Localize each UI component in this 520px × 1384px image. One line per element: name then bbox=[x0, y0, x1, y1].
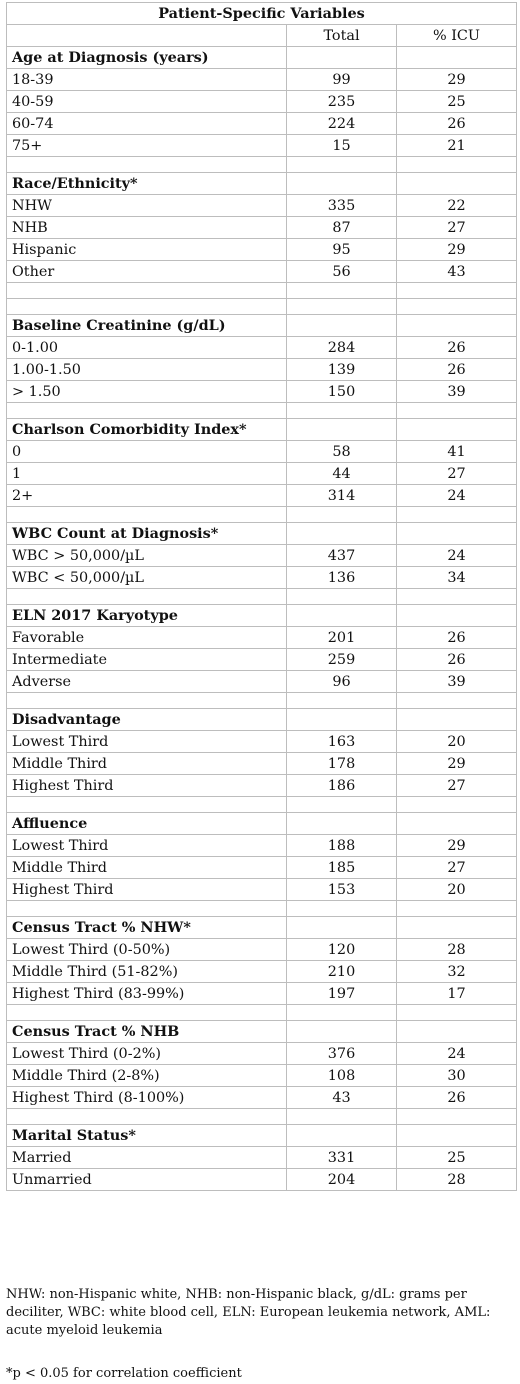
section-title: Marital Status* bbox=[7, 1125, 287, 1147]
spacer-cell bbox=[397, 403, 517, 419]
spacer-cell bbox=[397, 157, 517, 173]
spacer-cell bbox=[287, 1109, 397, 1125]
spacer-cell bbox=[397, 693, 517, 709]
row-label: 0 bbox=[7, 441, 287, 463]
row-label: Highest Third (83-99%) bbox=[7, 983, 287, 1005]
row-icu: 27 bbox=[397, 217, 517, 239]
row-icu: 26 bbox=[397, 649, 517, 671]
row-total: 314 bbox=[287, 485, 397, 507]
header-row bbox=[7, 25, 517, 47]
row-icu: 32 bbox=[397, 961, 517, 983]
row-total: 120 bbox=[287, 939, 397, 961]
spacer-cell bbox=[287, 299, 397, 315]
row-total: 95 bbox=[287, 239, 397, 261]
row-icu: 26 bbox=[397, 337, 517, 359]
spacer-cell bbox=[287, 589, 397, 605]
table-row bbox=[7, 381, 517, 403]
row-icu: 34 bbox=[397, 567, 517, 589]
table-row bbox=[7, 1169, 517, 1191]
spacer-cell bbox=[287, 403, 397, 419]
row-total: 150 bbox=[287, 381, 397, 403]
spacer-cell bbox=[397, 797, 517, 813]
section-icu-cell bbox=[397, 523, 517, 545]
spacer-row bbox=[7, 1109, 517, 1125]
table-row bbox=[7, 567, 517, 589]
spacer-cell bbox=[7, 1005, 287, 1021]
row-total: 224 bbox=[287, 113, 397, 135]
row-icu: 30 bbox=[397, 1065, 517, 1087]
row-icu: 21 bbox=[397, 135, 517, 157]
table-row bbox=[7, 195, 517, 217]
spacer-row bbox=[7, 693, 517, 709]
spacer-cell bbox=[397, 589, 517, 605]
row-icu: 28 bbox=[397, 939, 517, 961]
section-title: ELN 2017 Karyotype bbox=[7, 605, 287, 627]
row-total: 108 bbox=[287, 1065, 397, 1087]
row-total: 185 bbox=[287, 857, 397, 879]
row-icu: 43 bbox=[397, 261, 517, 283]
row-label: Lowest Third bbox=[7, 835, 287, 857]
table-row bbox=[7, 1147, 517, 1169]
spacer-cell bbox=[7, 901, 287, 917]
row-label: Married bbox=[7, 1147, 287, 1169]
row-total: 44 bbox=[287, 463, 397, 485]
section-total-cell bbox=[287, 813, 397, 835]
row-icu: 29 bbox=[397, 69, 517, 91]
row-total: 136 bbox=[287, 567, 397, 589]
row-total: 87 bbox=[287, 217, 397, 239]
row-icu: 29 bbox=[397, 753, 517, 775]
row-icu: 39 bbox=[397, 381, 517, 403]
row-label: > 1.50 bbox=[7, 381, 287, 403]
row-label: Middle Third bbox=[7, 753, 287, 775]
section-title: Affluence bbox=[7, 813, 287, 835]
section-icu-cell bbox=[397, 173, 517, 195]
table-row bbox=[7, 775, 517, 797]
row-label: 40-59 bbox=[7, 91, 287, 113]
row-icu: 25 bbox=[397, 1147, 517, 1169]
table-row bbox=[7, 91, 517, 113]
spacer-row bbox=[7, 403, 517, 419]
spacer-cell bbox=[7, 797, 287, 813]
section-icu-cell bbox=[397, 605, 517, 627]
row-label: Intermediate bbox=[7, 649, 287, 671]
row-icu: 22 bbox=[397, 195, 517, 217]
section-header-row bbox=[7, 1021, 517, 1043]
patient-variables-table bbox=[6, 2, 517, 1191]
row-label: Lowest Third (0-50%) bbox=[7, 939, 287, 961]
section-title: Age at Diagnosis (years) bbox=[7, 47, 287, 69]
spacer-cell bbox=[397, 283, 517, 299]
row-icu: 27 bbox=[397, 775, 517, 797]
row-icu: 29 bbox=[397, 835, 517, 857]
row-icu: 27 bbox=[397, 857, 517, 879]
row-label: 1.00-1.50 bbox=[7, 359, 287, 381]
spacer-cell bbox=[7, 283, 287, 299]
row-label: Lowest Third bbox=[7, 731, 287, 753]
spacer-cell bbox=[7, 403, 287, 419]
section-total-cell bbox=[287, 917, 397, 939]
section-title: Race/Ethnicity* bbox=[7, 173, 287, 195]
spacer-cell bbox=[287, 1005, 397, 1021]
section-total-cell bbox=[287, 1021, 397, 1043]
row-total: 15 bbox=[287, 135, 397, 157]
row-label: Hispanic bbox=[7, 239, 287, 261]
row-label: Adverse bbox=[7, 671, 287, 693]
row-icu: 24 bbox=[397, 545, 517, 567]
abbreviation-notes: NHW: non-Hispanic white, NHB: non-Hispanic black, g/dL: grams per deciliter, WBC: white blood cell, ELN: European leukemia network, AML: acute myeloid leukemia bbox=[6, 1287, 491, 1338]
row-label: Middle Third bbox=[7, 857, 287, 879]
section-total-cell bbox=[287, 523, 397, 545]
row-total: 188 bbox=[287, 835, 397, 857]
table-row bbox=[7, 217, 517, 239]
section-header-row bbox=[7, 709, 517, 731]
section-total-cell bbox=[287, 709, 397, 731]
section-total-cell bbox=[287, 1125, 397, 1147]
row-icu: 26 bbox=[397, 359, 517, 381]
section-header-row bbox=[7, 47, 517, 69]
row-icu: 20 bbox=[397, 731, 517, 753]
row-total: 56 bbox=[287, 261, 397, 283]
table-row bbox=[7, 753, 517, 775]
row-label: Lowest Third (0-2%) bbox=[7, 1043, 287, 1065]
table-row bbox=[7, 485, 517, 507]
section-header-row bbox=[7, 813, 517, 835]
spacer-row bbox=[7, 589, 517, 605]
section-header-row bbox=[7, 1125, 517, 1147]
section-total-cell bbox=[287, 605, 397, 627]
table-row bbox=[7, 135, 517, 157]
spacer-row bbox=[7, 283, 517, 299]
row-icu: 39 bbox=[397, 671, 517, 693]
section-title: Charlson Comorbidity Index* bbox=[7, 419, 287, 441]
section-icu-cell bbox=[397, 709, 517, 731]
row-total: 197 bbox=[287, 983, 397, 1005]
section-icu-cell bbox=[397, 47, 517, 69]
section-total-cell bbox=[287, 173, 397, 195]
spacer-cell bbox=[7, 693, 287, 709]
table-row bbox=[7, 239, 517, 261]
table-row bbox=[7, 835, 517, 857]
section-icu-cell bbox=[397, 315, 517, 337]
row-label: Unmarried bbox=[7, 1169, 287, 1191]
row-label: 1 bbox=[7, 463, 287, 485]
row-total: 96 bbox=[287, 671, 397, 693]
row-label: WBC > 50,000/µL bbox=[7, 545, 287, 567]
row-icu: 27 bbox=[397, 463, 517, 485]
section-title: Census Tract % NHB bbox=[7, 1021, 287, 1043]
spacer-cell bbox=[397, 299, 517, 315]
row-total: 186 bbox=[287, 775, 397, 797]
table-row bbox=[7, 69, 517, 91]
row-total: 235 bbox=[287, 91, 397, 113]
row-total: 139 bbox=[287, 359, 397, 381]
row-icu: 20 bbox=[397, 879, 517, 901]
row-total: 163 bbox=[287, 731, 397, 753]
section-icu-cell bbox=[397, 419, 517, 441]
table-row bbox=[7, 1065, 517, 1087]
row-icu: 26 bbox=[397, 113, 517, 135]
row-label: 18-39 bbox=[7, 69, 287, 91]
spacer-row bbox=[7, 901, 517, 917]
row-label: Highest Third (8-100%) bbox=[7, 1087, 287, 1109]
title-row bbox=[7, 3, 517, 25]
row-total: 43 bbox=[287, 1087, 397, 1109]
section-header-row bbox=[7, 605, 517, 627]
row-total: 201 bbox=[287, 627, 397, 649]
spacer-row bbox=[7, 299, 517, 315]
section-total-cell bbox=[287, 315, 397, 337]
row-icu: 29 bbox=[397, 239, 517, 261]
row-label: WBC < 50,000/µL bbox=[7, 567, 287, 589]
table-title: Patient-Specific Variables bbox=[7, 3, 517, 25]
table-row bbox=[7, 857, 517, 879]
spacer-cell bbox=[397, 1005, 517, 1021]
table-row bbox=[7, 731, 517, 753]
spacer-cell bbox=[287, 283, 397, 299]
spacer-cell bbox=[7, 1109, 287, 1125]
table-row bbox=[7, 1043, 517, 1065]
table-row bbox=[7, 545, 517, 567]
section-icu-cell bbox=[397, 1125, 517, 1147]
row-label: Middle Third (51-82%) bbox=[7, 961, 287, 983]
row-label: Highest Third bbox=[7, 775, 287, 797]
row-icu: 25 bbox=[397, 91, 517, 113]
spacer-cell bbox=[287, 901, 397, 917]
section-icu-cell bbox=[397, 813, 517, 835]
row-label: Highest Third bbox=[7, 879, 287, 901]
table-row bbox=[7, 983, 517, 1005]
spacer-cell bbox=[287, 157, 397, 173]
section-header-row bbox=[7, 173, 517, 195]
spacer-cell bbox=[7, 299, 287, 315]
table-row bbox=[7, 359, 517, 381]
row-label: 0-1.00 bbox=[7, 337, 287, 359]
table-row bbox=[7, 961, 517, 983]
spacer-cell bbox=[287, 507, 397, 523]
spacer-row bbox=[7, 157, 517, 173]
row-total: 178 bbox=[287, 753, 397, 775]
spacer-cell bbox=[7, 589, 287, 605]
row-total: 210 bbox=[287, 961, 397, 983]
spacer-row bbox=[7, 797, 517, 813]
spacer-cell bbox=[397, 901, 517, 917]
table-row bbox=[7, 441, 517, 463]
row-total: 259 bbox=[287, 649, 397, 671]
row-total: 284 bbox=[287, 337, 397, 359]
spacer-cell bbox=[287, 797, 397, 813]
row-label: 60-74 bbox=[7, 113, 287, 135]
spacer-cell bbox=[7, 157, 287, 173]
section-header-row bbox=[7, 523, 517, 545]
section-total-cell bbox=[287, 47, 397, 69]
section-header-row bbox=[7, 315, 517, 337]
section-title: Baseline Creatinine (g/dL) bbox=[7, 315, 287, 337]
row-label: NHW bbox=[7, 195, 287, 217]
section-icu-cell bbox=[397, 1021, 517, 1043]
row-icu: 24 bbox=[397, 1043, 517, 1065]
row-total: 437 bbox=[287, 545, 397, 567]
table-body bbox=[7, 3, 517, 1191]
row-icu: 41 bbox=[397, 441, 517, 463]
row-total: 331 bbox=[287, 1147, 397, 1169]
spacer-row bbox=[7, 1005, 517, 1021]
row-icu: 26 bbox=[397, 1087, 517, 1109]
row-icu: 28 bbox=[397, 1169, 517, 1191]
row-label: Middle Third (2-8%) bbox=[7, 1065, 287, 1087]
table-row bbox=[7, 463, 517, 485]
row-label: Other bbox=[7, 261, 287, 283]
section-title: WBC Count at Diagnosis* bbox=[7, 523, 287, 545]
table-row bbox=[7, 1087, 517, 1109]
row-total: 204 bbox=[287, 1169, 397, 1191]
row-label: 2+ bbox=[7, 485, 287, 507]
row-total: 58 bbox=[287, 441, 397, 463]
row-label: Favorable bbox=[7, 627, 287, 649]
row-label: 75+ bbox=[7, 135, 287, 157]
spacer-row bbox=[7, 507, 517, 523]
row-total: 376 bbox=[287, 1043, 397, 1065]
table-row bbox=[7, 671, 517, 693]
table-row bbox=[7, 113, 517, 135]
spacer-cell bbox=[7, 507, 287, 523]
section-title: Disadvantage bbox=[7, 709, 287, 731]
header-total: Total bbox=[287, 25, 397, 47]
spacer-cell bbox=[287, 693, 397, 709]
row-icu: 26 bbox=[397, 627, 517, 649]
header-icu: % ICU bbox=[397, 25, 517, 47]
spacer-cell bbox=[397, 507, 517, 523]
section-total-cell bbox=[287, 419, 397, 441]
section-header-row bbox=[7, 917, 517, 939]
row-label: NHB bbox=[7, 217, 287, 239]
row-total: 335 bbox=[287, 195, 397, 217]
table-row bbox=[7, 261, 517, 283]
section-icu-cell bbox=[397, 917, 517, 939]
row-icu: 17 bbox=[397, 983, 517, 1005]
row-icu: 24 bbox=[397, 485, 517, 507]
row-total: 153 bbox=[287, 879, 397, 901]
spacer-cell bbox=[397, 1109, 517, 1125]
table-row bbox=[7, 337, 517, 359]
significance-footnote: *p < 0.05 for correlation coefficient bbox=[6, 1366, 242, 1381]
table-row bbox=[7, 649, 517, 671]
table-row bbox=[7, 627, 517, 649]
row-total: 99 bbox=[287, 69, 397, 91]
table-row bbox=[7, 879, 517, 901]
header-blank-cell bbox=[7, 25, 287, 47]
section-title: Census Tract % NHW* bbox=[7, 917, 287, 939]
section-header-row bbox=[7, 419, 517, 441]
table-row bbox=[7, 939, 517, 961]
